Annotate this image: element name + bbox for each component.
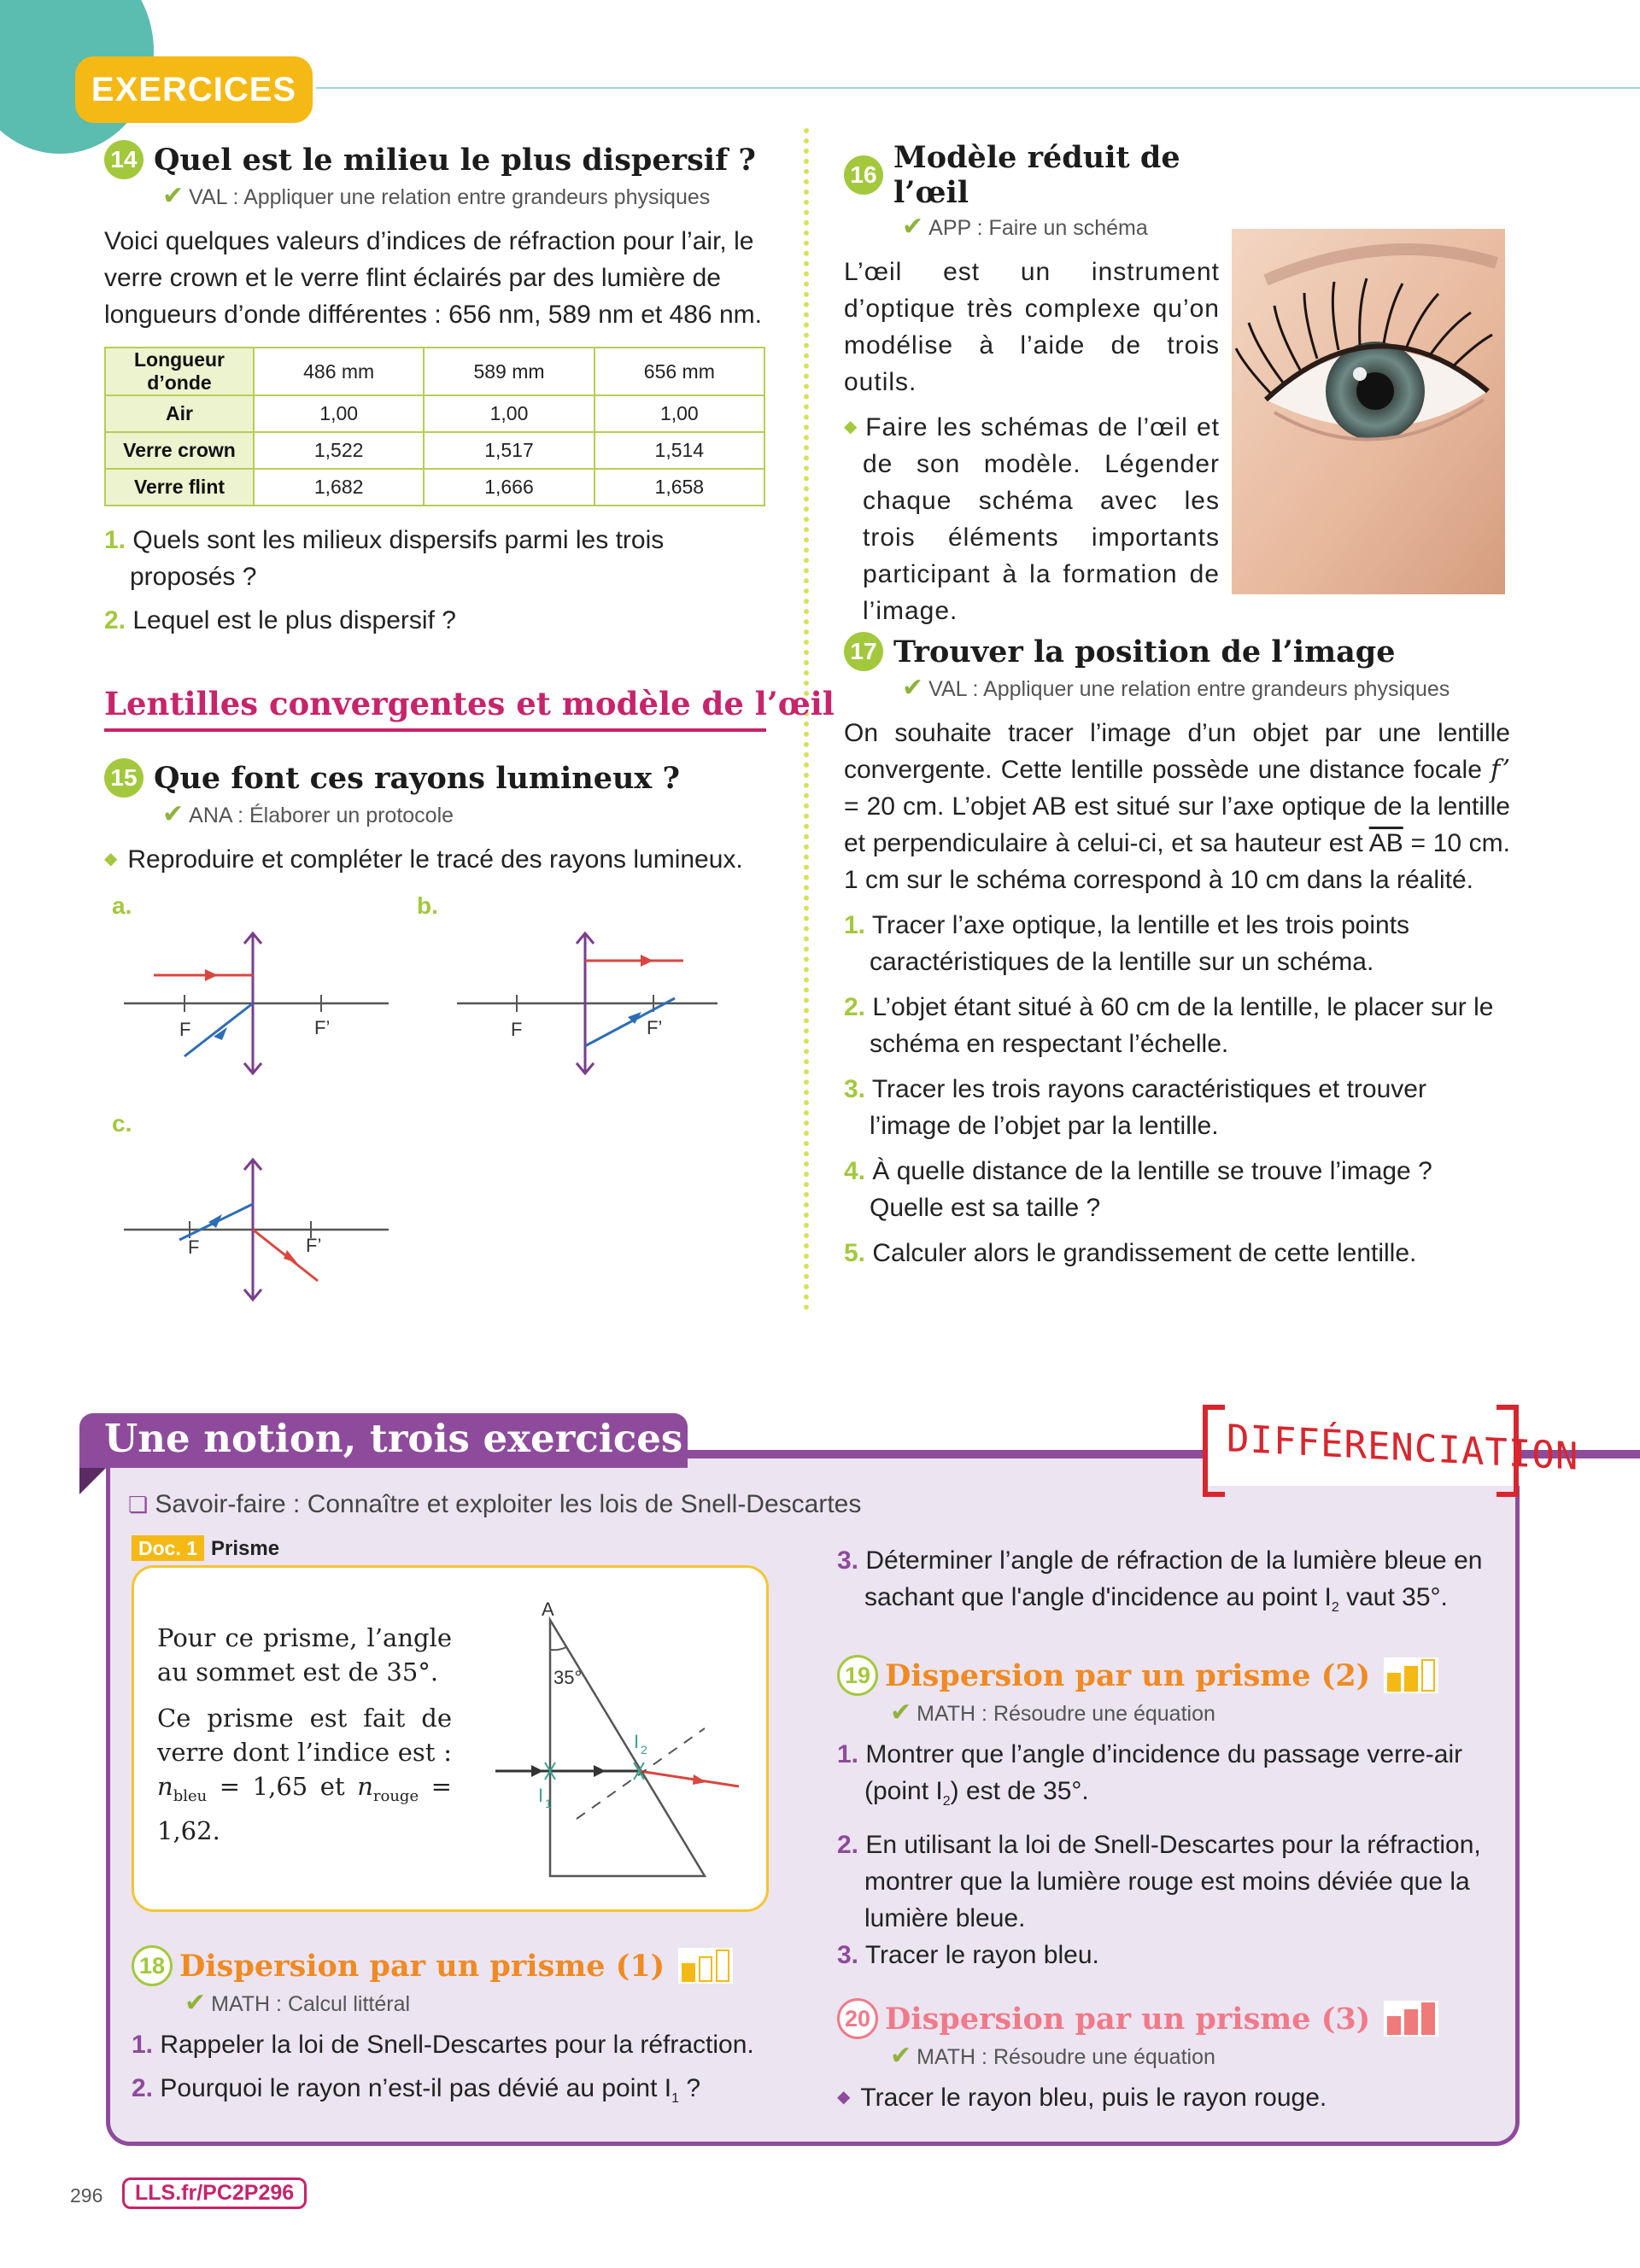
question-3: 3. Tracer les trois rayons caractéristiques et trouver l’image de l’objet par la lentille. bbox=[844, 1075, 1426, 1140]
table-cell: 1,00 bbox=[254, 395, 424, 432]
doc-paragraph-1: Pour ce prisme, l’angle au sommet est de 35°. bbox=[157, 1623, 452, 1686]
exercise-title: Que font ces rayons lumineux ? bbox=[154, 760, 680, 796]
exercise-title: Dispersion par un prisme (3) bbox=[885, 2001, 1371, 2037]
page-number: 296 bbox=[70, 2184, 103, 2207]
notion-flap bbox=[79, 1468, 106, 1494]
table-cell: 1,514 bbox=[594, 432, 764, 469]
exercise-number: 16 bbox=[844, 155, 883, 195]
ray-diagram-a bbox=[120, 926, 401, 1080]
table-cell: 1,522 bbox=[254, 432, 424, 469]
difficulty-icon bbox=[678, 1948, 733, 1984]
question-1: 1. Montrer que l’angle d’incidence du passage verre-air (point $I_2$) est de 35°. bbox=[837, 1740, 1463, 1809]
exercise-number: 15 bbox=[104, 758, 144, 798]
exercise-title: Dispersion par un prisme (2) bbox=[885, 1657, 1371, 1693]
doc-header bbox=[132, 1537, 279, 1561]
svg-text:I: I bbox=[634, 1731, 640, 1752]
svg-text:A: A bbox=[542, 1599, 554, 1620]
exercise-18 bbox=[132, 1945, 798, 2117]
exercices-banner: EXERCICES bbox=[75, 56, 313, 123]
question-4: 4. À quelle distance de la lentille se trouve l’image ? Quelle est sa taille ? bbox=[844, 1157, 1432, 1222]
table-cell: 1,517 bbox=[424, 432, 594, 469]
question-2: 2. En utilisant la loi de Snell-Descartes pour la réfraction, montrer que la lumière rouge est moins déviée que la lumière bleue. bbox=[837, 1831, 1481, 1932]
exercise-16 bbox=[844, 140, 1220, 629]
table-header-row bbox=[105, 348, 764, 395]
doc-text bbox=[157, 1621, 452, 1848]
skill-line: ✔ APP : Faire un schéma bbox=[902, 213, 1148, 241]
check-icon: ✔ bbox=[902, 213, 924, 241]
skill-line: ✔ ANA : Élaborer un protocole bbox=[162, 800, 454, 828]
bullet-item: ◆ Faire les schémas de l’œil et de son modèle. Légender chaque schéma avec les trois éléments importants participant à la formation de l’image. bbox=[844, 413, 1220, 625]
prism-diagram bbox=[478, 1590, 760, 1897]
badge-bracket-left bbox=[1203, 1405, 1225, 1497]
exercise-intro: L’œil est un instrument d’optique très complexe qu’on modélise à l’aide de trois outils. bbox=[844, 258, 1220, 396]
table-cell: 1,00 bbox=[594, 395, 764, 432]
footer-link[interactable]: LLS.fr/PC2P296 bbox=[122, 2177, 307, 2209]
ray-diagram-b bbox=[448, 926, 730, 1080]
savoir-faire: ❏ Savoir-faire : Connaître et exploiter les lois de Snell-Descartes bbox=[128, 1490, 862, 1518]
question-2: 2. L’objet étant situé à 60 cm de la lentille, le placer sur le schéma en respectant l’échelle. bbox=[844, 993, 1494, 1058]
skill-line: ✔ MATH : Résoudre une équation bbox=[890, 1698, 1215, 1727]
doc-paragraph-2: Ce prisme est fait de verre dont l’indice est : $n_{bleu} = 1,65$ et $n_{rouge} = 1,62$. bbox=[157, 1704, 452, 1845]
table-cell: Air bbox=[105, 395, 254, 432]
diagram-label-b: b. bbox=[417, 892, 438, 919]
question-2: 2. Lequel est le plus dispersif ? bbox=[104, 606, 456, 634]
table-row bbox=[105, 432, 764, 469]
bullet-icon: ◆ bbox=[837, 2088, 851, 2107]
difficulty-icon bbox=[1384, 1657, 1438, 1693]
table-cell: 1,682 bbox=[254, 469, 424, 506]
table-row bbox=[105, 469, 764, 506]
svg-text:F’: F’ bbox=[306, 1235, 322, 1256]
exercise-14 bbox=[104, 140, 770, 639]
exercise-number: 18 bbox=[132, 1945, 173, 1986]
section-title: Lentilles convergentes et modèle de l’œil bbox=[104, 685, 835, 722]
bullet-item: ◆ Tracer le rayon bleu, puis le rayon rouge. bbox=[837, 2084, 1327, 2112]
bullet-icon: ◆ bbox=[104, 850, 118, 868]
header-rule bbox=[316, 87, 1640, 89]
svg-text:F’: F’ bbox=[647, 1017, 663, 1038]
svg-text:F: F bbox=[179, 1019, 191, 1040]
exercise-intro: On souhaite tracer l’image d’un objet par une lentille convergente. Cette lentille possède une distance focale f’ = 20 cm. L’objet AB est situé sur l’axe optique de la lentille et perpendiculaire à celui-ci, et sa hauteur est $\overline{AB} = 10$ cm. 1 cm sur le schéma correspond à 10 cm dans la réalité. bbox=[844, 719, 1510, 894]
question-3: 3. Déterminer l’angle de réfraction de la lumière bleue en sachant que l'angle d'incidence au point $I_2$ vaut 35°. bbox=[837, 1546, 1483, 1615]
instruction: ◆ Reproduire et compléter le tracé des rayons lumineux. bbox=[104, 845, 743, 874]
table-cell: Longueur d’onde bbox=[105, 348, 254, 395]
question-1: 1. Quels sont les milieux dispersifs parmi les trois proposés ? bbox=[104, 526, 665, 591]
exercise-intro: Voici quelques valeurs d’indices de réfraction pour l’air, le verre crown et le verre flint éclairés par des lumière de longueurs d’onde différentes : 656 nm, 589 nm et 486 nm. bbox=[104, 227, 762, 329]
svg-text:F: F bbox=[511, 1019, 523, 1040]
exercise-number: 17 bbox=[844, 632, 883, 671]
question-3: 3. Tracer le rayon bleu. bbox=[837, 1941, 1099, 1969]
ray-diagram-c bbox=[120, 1153, 401, 1306]
diagram-label-a: a. bbox=[112, 892, 132, 919]
exercise-title: Trouver la position de l’image bbox=[893, 634, 1396, 669]
section-rule bbox=[104, 728, 766, 732]
svg-text:2: 2 bbox=[641, 1743, 647, 1757]
svg-text:35°: 35° bbox=[554, 1667, 583, 1688]
table-cell: Verre flint bbox=[105, 469, 254, 506]
exercise-number: 20 bbox=[837, 1998, 878, 2039]
question-5: 5. Calculer alors le grandissement de cette lentille. bbox=[844, 1239, 1417, 1267]
doc-tag: Doc. 1 bbox=[132, 1535, 204, 1561]
check-icon: ✔ bbox=[162, 182, 184, 210]
check-icon: ✔ bbox=[902, 674, 924, 702]
question-2: 2. Pourquoi le rayon n’est-il pas dévié au point $I_1$ ? bbox=[132, 2074, 701, 2106]
skill-line: ✔ VAL : Appliquer une relation entre grandeurs physiques bbox=[902, 674, 1450, 702]
refraction-table bbox=[104, 347, 765, 506]
check-icon: ✔ bbox=[890, 1698, 912, 1727]
check-icon: ✔ bbox=[890, 2042, 912, 2070]
table-cell: 656 mm bbox=[594, 348, 764, 395]
difficulty-icon bbox=[1384, 2001, 1438, 2037]
skill-line: ✔ MATH : Calcul littéral bbox=[184, 1989, 411, 2017]
table-cell: 1,658 bbox=[594, 469, 764, 506]
question-1: 1. Rappeler la loi de Snell-Descartes pour la réfraction. bbox=[132, 2031, 754, 2059]
table-cell: 589 mm bbox=[424, 348, 594, 395]
svg-text:1: 1 bbox=[545, 1797, 552, 1810]
svg-text:F: F bbox=[188, 1236, 200, 1258]
skill-line: ✔ MATH : Résoudre une équation bbox=[890, 2042, 1215, 2070]
notion-title: Une notion, trois exercices bbox=[104, 1416, 683, 1461]
checkbox-icon: ❏ bbox=[128, 1492, 149, 1517]
exercise-number: 19 bbox=[837, 1655, 878, 1696]
svg-text:I: I bbox=[538, 1785, 544, 1806]
exercise-17 bbox=[844, 632, 1510, 1271]
doc-title: Prisme bbox=[211, 1537, 280, 1560]
table-cell: Verre crown bbox=[105, 432, 254, 469]
exercise-15 bbox=[104, 758, 788, 878]
check-icon: ✔ bbox=[162, 800, 184, 828]
table-cell: 1,00 bbox=[424, 395, 594, 432]
differenciation-badge: DIFFÉRENCIATION bbox=[1227, 1417, 1579, 1479]
exercise-19 bbox=[837, 1655, 1512, 1973]
bullet-icon: ◆ bbox=[844, 418, 859, 436]
exercise-number: 14 bbox=[104, 140, 144, 179]
table-cell: 486 mm bbox=[254, 348, 424, 395]
exercise-title: Dispersion par un prisme (1) bbox=[179, 1948, 665, 1984]
eye-photo bbox=[1232, 229, 1505, 594]
exercise-title: Modèle réduit de l’œil bbox=[893, 140, 1180, 210]
table-cell: 1,666 bbox=[424, 469, 594, 506]
exercise-20 bbox=[837, 1998, 1512, 2116]
diagram-label-c: c. bbox=[112, 1110, 132, 1137]
table-row bbox=[105, 395, 764, 432]
svg-text:F’: F’ bbox=[314, 1017, 331, 1038]
exercise-title: Quel est le milieu le plus dispersif ? bbox=[154, 142, 756, 178]
check-icon: ✔ bbox=[184, 1989, 207, 2017]
question-1: 1. Tracer l’axe optique, la lentille et les trois points caractéristiques de la lentille sur un schéma. bbox=[844, 911, 1410, 976]
skill-line: ✔ VAL : Appliquer une relation entre grandeurs physiques bbox=[162, 182, 711, 210]
